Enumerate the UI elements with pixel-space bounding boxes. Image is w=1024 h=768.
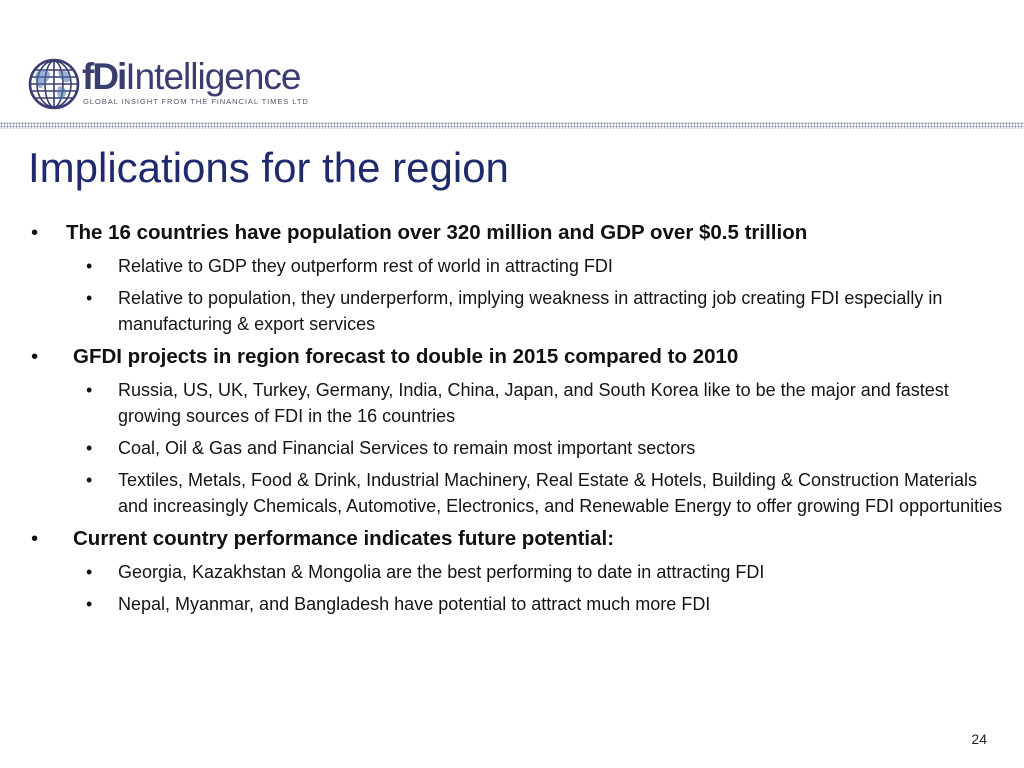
logo-wordmark: [82, 58, 301, 96]
bullet-icon: •: [86, 470, 93, 490]
bullet-content: [0, 219, 1024, 623]
bullet-icon: •: [86, 288, 93, 308]
bullet-icon: •: [31, 527, 39, 550]
list-item-text: Georgia, Kazakhstan & Mongolia are the best performing to date in attracting FDI: [118, 562, 765, 582]
bullet-icon: •: [86, 562, 93, 582]
section-heading-text: GFDI projects in region forecast to double in 2015 compared to 2010: [73, 345, 739, 368]
list-item-text: Relative to population, they underperform, implying weakness in attracting job creating FDI especially in manufacturing & export services: [118, 288, 943, 334]
list-item-text: Relative to GDP they outperform rest of world in attracting FDI: [118, 256, 613, 276]
slide-title: Implications for the region: [28, 144, 509, 191]
list-item: [0, 559, 1024, 585]
list-item: [0, 285, 1024, 337]
list-item: [0, 591, 1024, 617]
list-item-text: Nepal, Myanmar, and Bangladesh have potential to attract much more FDI: [118, 594, 711, 614]
logo-fdi-text: fDi: [82, 56, 126, 97]
list-item: [0, 377, 1024, 429]
bullet-icon: •: [31, 221, 39, 244]
logo-tagline: GLOBAL INSIGHT FROM THE FINANCIAL TIMES LTD: [83, 97, 309, 106]
section-heading-text: The 16 countries have population over 320 million and GDP over $0.5 trillion: [66, 221, 808, 244]
header: [0, 0, 1024, 125]
logo-intelligence-text: Intelligence: [125, 56, 301, 97]
bullet-icon: •: [86, 380, 93, 400]
list-item-text: Russia, US, UK, Turkey, Germany, India, China, Japan, and South Korea like to be the major and fastest growing sources of FDI in the 16 countries: [118, 380, 949, 426]
page-number: 24: [971, 731, 987, 747]
section-heading: [0, 343, 1024, 371]
list-item-text: Coal, Oil & Gas and Financial Services to remain most important sectors: [118, 438, 696, 458]
section-heading: [0, 525, 1024, 553]
list-item: [0, 435, 1024, 461]
globe-icon: [28, 58, 80, 110]
list-item: [0, 467, 1024, 519]
list-item-text: Textiles, Metals, Food & Drink, Industrial Machinery, Real Estate & Hotels, Building & Construction Materials and increasingly Chemicals, Automotive, Electronics, and Renewable Energy to offer growing FDI opportunities: [118, 470, 1003, 516]
list-item: [0, 253, 1024, 279]
fdi-intelligence-logo: [28, 58, 308, 110]
bullet-icon: •: [31, 345, 39, 368]
section-heading-text: Current country performance indicates future potential:: [73, 527, 615, 550]
bullet-icon: •: [86, 594, 93, 614]
bullet-icon: •: [86, 256, 93, 276]
header-divider: [0, 122, 1024, 129]
bullet-icon: •: [86, 438, 93, 458]
section-heading: [0, 219, 1024, 247]
